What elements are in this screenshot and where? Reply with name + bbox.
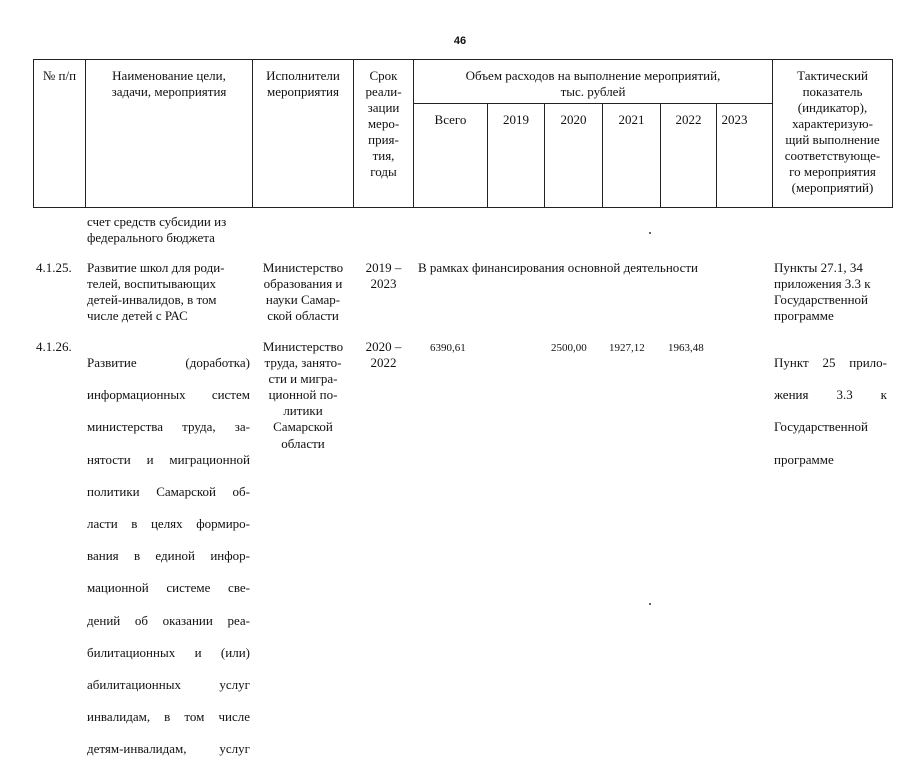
header-year-2023: 2023 bbox=[721, 112, 748, 127]
row-executor: Министерство труда, занято- сти и мигра- ционной по- литики Самарской области bbox=[262, 339, 344, 451]
value-2022: 1963,48 bbox=[668, 342, 704, 354]
header-executor: Исполнители мероприятия bbox=[266, 68, 340, 99]
header-year-2022: 2022 bbox=[675, 112, 702, 127]
page-number: 46 bbox=[453, 35, 467, 47]
row-name-line: ласти в целях формиро- bbox=[87, 516, 250, 532]
row-name-line: мационной системе све- bbox=[87, 580, 250, 596]
row-number: 4.1.25. bbox=[36, 260, 72, 275]
row-indicator bbox=[774, 339, 887, 484]
scan-speck bbox=[649, 603, 651, 605]
row-financing-note: В рамках финансирования основной деятельности bbox=[418, 260, 699, 275]
header-year-2020: 2020 bbox=[560, 112, 587, 127]
row-name-line: политики Самарской об- bbox=[87, 483, 250, 499]
header-number: № п/п bbox=[42, 68, 77, 83]
row-name-line: абилитационных услуг bbox=[87, 676, 250, 692]
row-name-line: вания в единой инфор- bbox=[87, 548, 250, 564]
scan-speck bbox=[649, 232, 651, 234]
header-top-border bbox=[33, 59, 893, 60]
header-total: Всего bbox=[434, 112, 467, 127]
value-total: 6390,61 bbox=[430, 342, 466, 354]
header-sub-border bbox=[413, 103, 772, 104]
header-name: Наименование цели, задачи, мероприятия bbox=[111, 68, 227, 99]
row-name-line: информационных систем bbox=[87, 387, 250, 403]
row-executor: Министерство образования и науки Самар- ской области bbox=[262, 260, 344, 324]
header-indicator: Тактический показатель (индикатор), характеризую- щий выполнение соответствующе- го мероприятия (мероприятий) bbox=[784, 68, 881, 195]
row-name-line: министерства труда, за- bbox=[87, 419, 250, 435]
row-name-line: билитационных и (или) bbox=[87, 644, 250, 660]
row-indicator-line: жения 3.3 к bbox=[774, 387, 887, 403]
header-year-2021: 2021 bbox=[618, 112, 645, 127]
row-indicator-line: Пункт 25 прило- bbox=[774, 355, 887, 371]
row-name bbox=[87, 339, 250, 774]
row-term: 2019 – 2023 bbox=[365, 260, 402, 292]
row-indicator-line: Государственной bbox=[774, 419, 869, 435]
header-volume: Объем расходов на выполнение мероприятий, тыс. рублей bbox=[465, 68, 721, 99]
header-border-right bbox=[892, 59, 893, 208]
row-name-line: нятости и миграционной bbox=[87, 451, 250, 467]
row-name-line: дений об оказании реа- bbox=[87, 612, 250, 628]
row-term: 2020 – 2022 bbox=[365, 339, 402, 371]
continuation-text: счет средств субсидии из федерального бюджета bbox=[87, 214, 227, 246]
row-indicator: Пункты 27.1, 34 приложения 3.3 к Государственной программе bbox=[774, 260, 871, 324]
header-year-2019: 2019 bbox=[503, 112, 529, 127]
row-name-line: детям-инвалидам, услуг bbox=[87, 741, 250, 757]
row-name-line: инвалидам, в том числе bbox=[87, 709, 250, 725]
value-2020: 2500,00 bbox=[551, 342, 587, 354]
row-name-line: Развитие (доработка) bbox=[87, 355, 250, 371]
row-indicator-line: программе bbox=[774, 451, 834, 467]
header-term: Срок реали- зации меро- прия- тия, годы bbox=[365, 68, 402, 179]
header-bottom-border bbox=[33, 207, 893, 208]
row-name: Развитие школ для роди- телей, воспитывающих детей-инвалидов, в том числе детей с РАС bbox=[87, 260, 225, 324]
row-number: 4.1.26. bbox=[36, 339, 72, 354]
value-2021: 1927,12 bbox=[609, 342, 645, 354]
